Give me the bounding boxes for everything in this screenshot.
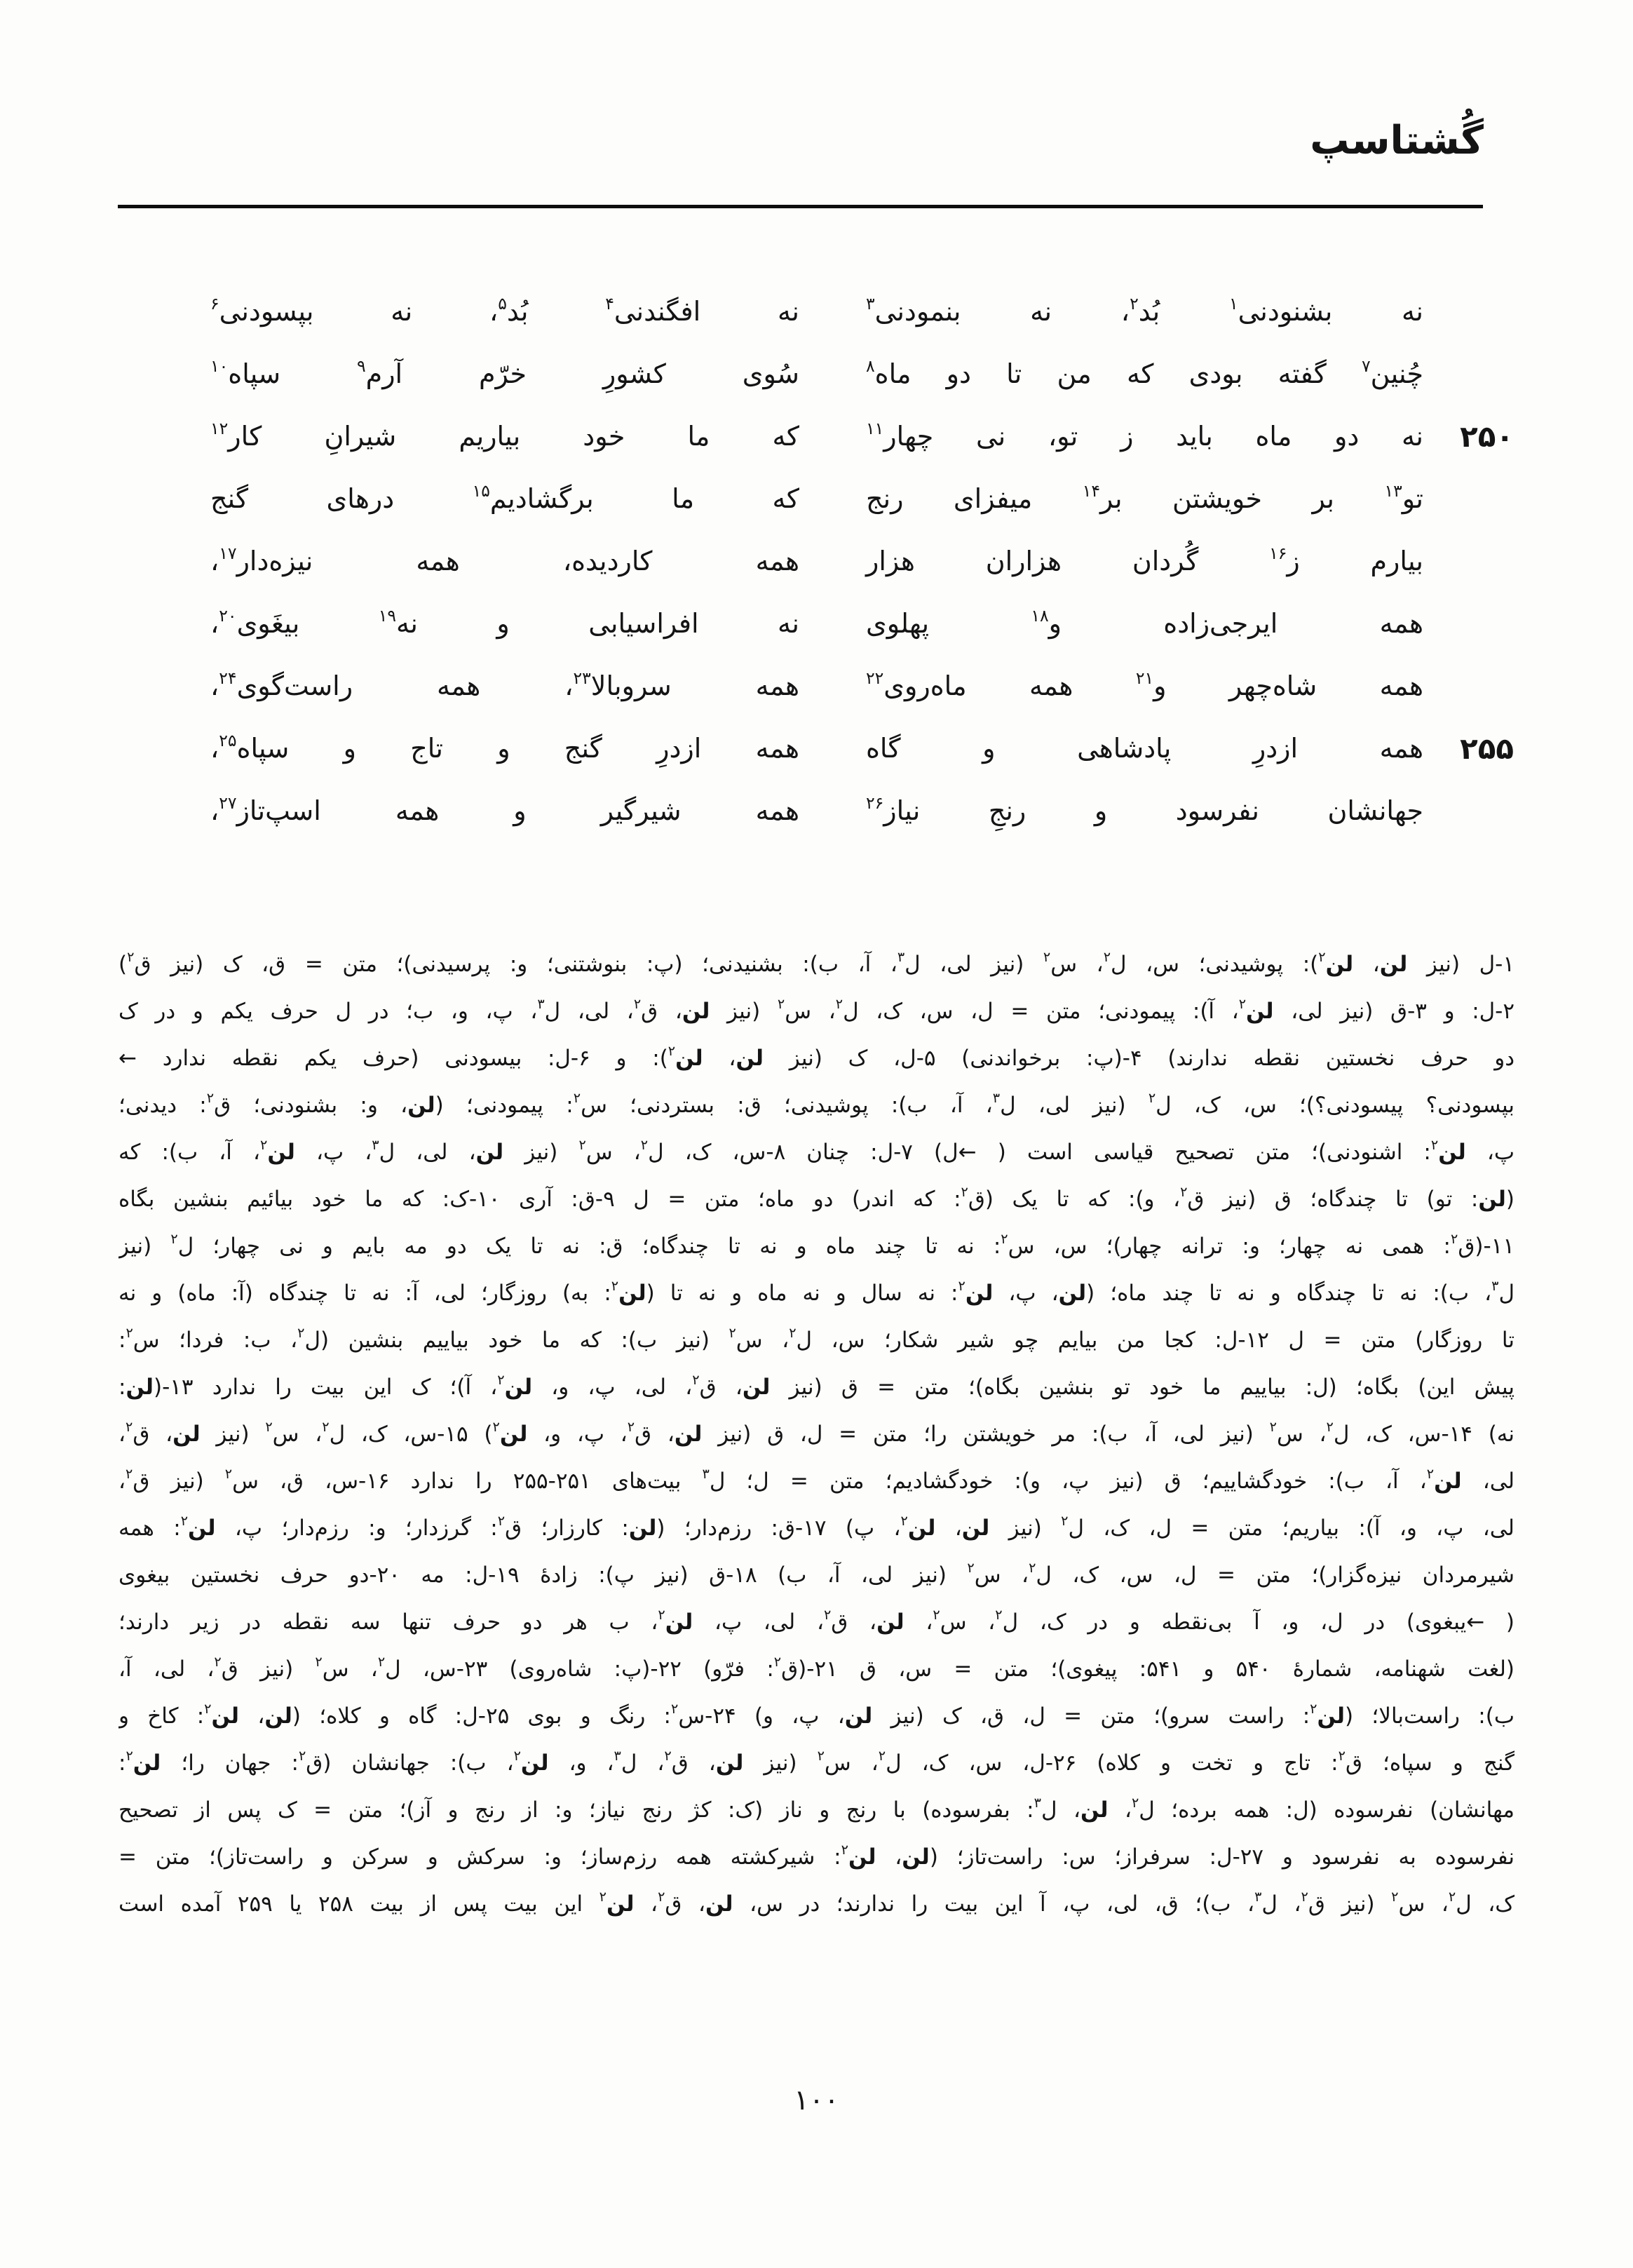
hemistich-second: نه افراسیابی و نه$^{۱۹}$ بیغَوی$^{۲۰}$،: [210, 605, 799, 639]
hemistich-first: جهانشان نفرسود و رنجِ نیاز$^{۲۶}$: [866, 792, 1423, 826]
footnote-line: مهانشان) نفرسوده (ل: همه برده؛ ل$^۲$، لن، ل$^۳$: بفرسوده) با رنج و ناز (ک: کژ رنج نیاز؛ و: از رنج و آز)؛ متن = ک پس از تصحیح: [118, 1795, 1515, 1823]
footnote-line: دو حرف نخستین نقطه ندارند) ۴-(پ: برخواندنی) ۵-ل، ک (نیز لن، لن$^۲$): و ۶-ل: بیسودنی (حرف یکم نقطه ندارد ←: [118, 1043, 1515, 1071]
verse-number: ۲۵۰: [1460, 419, 1514, 454]
footnote-line: بپسودنی؟ پیسودنی؟)؛ س، ک، ل$^۲$ (نیز لی، ل$^۳$، آ، ب): پوشیدنی؛ ق: بستردنی؛ س$^۲$: پیمودنی؛ (لن، و: بشنودنی؛ ق$^۲$: دیدنی؛: [118, 1090, 1515, 1118]
poem-couplet: [0, 405, 1633, 468]
footnote-lines: [118, 941, 1515, 1928]
footnote-line: ب): راست‌بالا؛ (لن$^۲$: راست سرو)؛ متن = ل، ق، ک (نیز لن، پ، و) ۲۴-س$^۲$: رنگ و بوی ۲۵-ل: گاه و کلاه؛ (لن، لن$^۲$: کاخ و: [118, 1701, 1515, 1729]
hemistich-first: همه شاه‌چهر و$^{۲۱}$ همه ماه‌روی$^{۲۲}$: [866, 668, 1423, 701]
hemistich-first: بیارم ز$^{۱۶}$ گُردان هزاران هزار: [866, 543, 1423, 576]
footnote-line: لی، لن$^۲$، آ، ب): خودگشاییم؛ ق (نیز پ، و): خودگشادیم؛ متن = ل؛ ل$^۳$ بیت‌های ۲۵۱-۲۵۵ را ندارد ۱۶-س، ق، س$^۲$ (نیز ق$^۲$،: [118, 1466, 1515, 1494]
footnote-line: (لن: تو) تا چندگاه؛ ق (نیز ق$^۲$، و): که تا یک (ق$^۲$: که اندر) دو ماه؛ متن = ل ۹-ق: آری ۱۰-ک: که ما خود بیائیم بنشین بگاه: [118, 1184, 1515, 1212]
poem-couplet: [0, 593, 1633, 655]
poem-couplet: [0, 717, 1633, 780]
footnote-line: ک، ل$^۲$، س$^۲$ (نیز ق$^۲$، ل$^۳$، ب)؛ ق، لی، پ، آ این بیت را ندارند؛ در س، لن، ق$^۲$، لن$^۲$ این بیت پس از بیت ۲۵۸ یا ۲۵۹ آمده است: [118, 1889, 1515, 1917]
hemistich-second: سُوی کشورِ خرّم آرم$^۹$ سپاه$^{۱۰}$: [210, 356, 800, 389]
footnote-line: نفرسوده به نفرسود و ۲۷-ل: سرفراز؛ س: راست‌تاز؛ (لن، لن$^۲$: شیرکشته همه رزم‌ساز؛ و: سرکش و سرکن و راست‌تاز)؛ متن =: [118, 1842, 1515, 1870]
footnote-line: نه) ۱۴-س، ک، ل$^۲$، س$^۲$ (نیز لی، آ، ب): مر خویشتن را؛ متن = ل، ق (نیز لن، ق$^۲$، پ، و، لن$^۲$) ۱۵-س، ک، ل$^۲$، س$^۲$ (نیز لن، ق$^۲$،: [118, 1419, 1515, 1447]
hemistich-first: همه ازدرِ پادشاهی و گاه: [866, 733, 1423, 764]
footnotes-section: [118, 941, 1515, 1928]
hemistich-first: نه بشنودنی$^۱$ بُد$^۲$، نه بنمودنی$^۳$: [866, 293, 1423, 327]
footnote-line: ۱۱-(ق$^۲$: همی نه چهار؛ و: ترانه چهار)؛ س، س$^۲$: نه تا چند ماه و نه تا چندگاه؛ ق: نه تا یک دو مه بایم و نی چهار؛ ل$^۲$ (نیز: [118, 1231, 1515, 1259]
footnote-line: شیرمردان نیزه‌گزار)؛ متن = ل، س، ک، ل$^۲$، س$^۲$ (نیز لی، آ، ب) ۱۸-ق (نیز پ): زادهٔ ۱۹-ل: مه ۲۰-دو حرف نخستین بیغوی: [118, 1560, 1515, 1588]
poem-couplet: [0, 780, 1633, 842]
footnote-line: ۱-ل (نیز لن، لن$^۲$): پوشیدنی؛ س، ل$^۲$، س$^۲$ (نیز لی، ل$^۳$، آ، ب): بشنیدنی؛ (پ: بنوشتنی؛ و: پرسیدنی)؛ متن = ق، ک (نیز ق$^۲$): [118, 949, 1515, 977]
hemistich-second: همه شیرگیر و همه اسپ‌تاز$^{۲۷}$،: [210, 792, 799, 826]
footnote-line: لی، پ، و، آ): بیاریم؛ متن = ل، ک، ل$^۲$ (نیز لن، لن$^۲$، پ) ۱۷-ق: رزم‌دار؛ (لن: کارزار؛ ق$^۲$: گرزدار؛ و: رزم‌دار؛ پ، لن$^۲$: همه: [118, 1513, 1515, 1541]
hemistich-second: که ما خود بیاریم شیرانِ کار$^{۱۲}$: [210, 418, 799, 452]
poem-rows: [0, 281, 1633, 842]
poem-couplet: [0, 655, 1633, 717]
hemistich-second: همه سروبالا$^{۲۳}$، همه راست‌گوی$^{۲۴}$،: [210, 668, 799, 701]
page-number: ۱۰۰: [794, 2084, 839, 2117]
footnote-line: گنج و سپاه؛ ق$^۲$: تاج و تخت و کلاه) ۲۶-ل، س، ک، ل$^۲$، س$^۲$ (نیز لن، ق$^۲$، ل$^۳$، و، لن$^۲$، ب): جهانشان (ق$^۲$: جهان را؛ لن$^۲$:: [118, 1748, 1515, 1776]
hemistich-second: همه ازدرِ گنج و تاج و سپاه$^{۲۵}$،: [210, 730, 799, 764]
footnote-line: ۲-ل: و ۳-ق (نیز لی، لن$^۲$، آ): پیمودنی؛ متن = ل، س، ک، ل$^۲$، س$^۲$ (نیز لن، ق$^۲$، لی، ل$^۳$، پ، و، ب؛ در ل حرف یکم و در ک: [118, 996, 1515, 1024]
header-rule: [118, 205, 1483, 208]
hemistich-second: همه کاردیده، همه نیزه‌دار$^{۱۷}$،: [210, 543, 799, 576]
hemistich-first: چُنین$^۷$ گفته بودی که من تا دو ماه$^۸$: [866, 356, 1423, 389]
poem-section: [0, 281, 1633, 842]
footnote-line: ل$^۳$، ب): نه تا چندگاه و نه تا چند ماه؛ (لن، پ، لن$^۲$: نه سال و نه ماه و نه تا (لن$^۲$: به) روزگار؛ لی، آ: نه تا چندگاه (آ: ماه) و نه: [118, 1278, 1515, 1306]
footnote-line: تا روزگار) متن = ل ۱۲-ل: کجا من بیایم چو شیر شکار؛ س، ل$^۲$، س$^۲$ (نیز ب): که ما خود بیاییم بنشین (ل$^۲$، ب: فردا؛ س$^۲$:: [118, 1325, 1515, 1353]
hemistich-first: تو$^{۱۳}$ بر خویشتن بر$^{۱۴}$ میفزای رنج: [866, 480, 1423, 514]
verse-number: ۲۵۵: [1460, 731, 1514, 766]
hemistich-second: که ما برگشادیم$^{۱۵}$ درهای گنج: [210, 480, 799, 514]
poem-couplet: [0, 468, 1633, 530]
page-title: گُشتاسپ: [1310, 118, 1484, 163]
poem-couplet: [0, 281, 1633, 343]
footnote-line: (لغت شهنامه، شمارهٔ ۵۴۰ و ۵۴۱: پیغوی)؛ متن = س، ق ۲۱-(ق$^۲$: فرّو) ۲۲-(پ: شاه‌روی) ۲۳-س، ل$^۲$، س$^۲$ (نیز ق$^۲$، لی، آ،: [118, 1654, 1515, 1682]
hemistich-second: نه افگندنی$^۴$ بُد$^۵$، نه بپسودنی$^۶$: [210, 293, 799, 327]
footnote-line: پ، لن$^۲$: اشنودنی)؛ متن تصحیح قیاسی است ( ←ل) ۷-ل: چنان ۸-س، ک، ل$^۲$، س$^۲$ (نیز لن، لی، ل$^۳$، پ، لن$^۲$، آ، ب): که: [118, 1137, 1515, 1165]
poem-couplet: [0, 530, 1633, 593]
poem-couplet: [0, 343, 1633, 405]
footnote-line: پیش این) بگاه؛ (ل: بیاییم ما خود تو بنشین بگاه)؛ متن = ق (نیز لن، ق$^۲$، لی، پ، و، لن$^۲$، آ)؛ ک این بیت را ندارد ۱۳-(لن:: [118, 1372, 1515, 1400]
hemistich-first: نه دو ماه باید ز تو، نی چهار$^{۱۱}$: [866, 418, 1423, 452]
footnote-line: ( ←یبغوی) در ل، و، آ بی‌نقطه و در ک، ل$^۲$، س$^۲$، لن، ق$^۲$، لی، پ، لن$^۲$، ب هر دو حرف تنها سه نقطه در زیر دارند؛: [118, 1607, 1515, 1635]
hemistich-first: همه ایرجی‌زاده و$^{۱۸}$ پهلوی: [866, 605, 1423, 639]
